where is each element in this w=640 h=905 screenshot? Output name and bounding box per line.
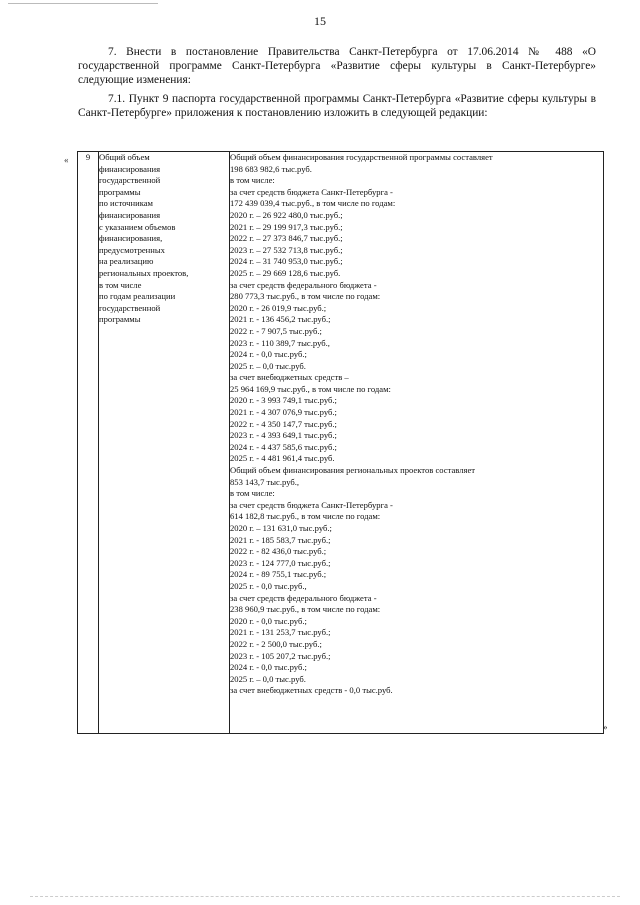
amendment-paragraph-7: 7. Внести в постановление Правительства Санкт-Петербурга от 17.06.2014 № 488 «О государственной программе Санкт-Петербурга «Развитие сферы культуры в Санкт-Петербурге» следующие изменения: [78,46,596,86]
value-line: 2021 г. - 185 583,7 тыс.руб.; [230,534,331,545]
value-line: 2023 г. - 105 207,2 тыс.руб.; [230,650,331,661]
name-line: государственной [99,175,161,186]
value-line: за счет средств бюджета Санкт-Петербурга - [230,186,393,197]
page-number: 15 [314,14,326,28]
value-line: 2022 г. - 82 436,0 тыс.руб.; [230,546,327,557]
value-line: 2020 г. – 131 631,0 тыс.руб.; [230,523,332,533]
passport-table [77,151,604,734]
name-line: в том числе [99,279,142,290]
name-line: региональных проектов, [99,267,189,278]
name-line: финансирования [99,209,161,220]
value-line: 2024 г. - 0,0 тыс.руб.; [230,349,307,360]
value-line: 614 182,8 тыс.руб., в том числе по годам: [230,511,381,522]
value-line: 2023 г. - 110 389,7 тыс.руб., [230,337,330,348]
value-line: 2020 г. - 0,0 тыс.руб.; [230,615,307,626]
value-line: 280 773,3 тыс.руб., в том числе по годам: [230,291,381,302]
value-line: 2022 г. - 2 500,0 тыс.руб.; [230,638,322,649]
value-line: 172 439 039,4 тыс.руб., в том числе по годам: [230,198,396,209]
value-line: за счет внебюджетных средств – [230,372,349,383]
value-line: 2021 г. – 29 199 917,3 тыс.руб.; [230,221,343,232]
value-line: 2024 г. – 31 740 953,0 тыс.руб.; [230,256,343,267]
value-line: 2020 г. - 26 019,9 тыс.руб.; [230,302,327,313]
value-line: 2020 г. - 3 993 749,1 тыс.руб.; [230,395,337,406]
name-line: финансирования [99,163,161,174]
value-line: в том числе: [230,488,275,499]
value-line: 198 683 982,6 тыс.руб. [230,163,312,174]
name-line: с указанием объемов [99,221,176,232]
value-line: 2025 г. - 0,0 тыс.руб., [230,580,307,591]
value-line: 2024 г. - 89 755,1 тыс.руб.; [230,569,327,580]
name-line: по источникам [99,198,153,209]
value-line: 2022 г. – 27 373 846,7 тыс.руб.; [230,233,343,244]
value-line: 2025 г. – 29 669 128,6 тыс.руб. [230,267,341,278]
bottom-rule [30,896,620,897]
value-line: 2021 г. - 4 307 076,9 тыс.руб.; [230,407,337,418]
value-line: 25 964 169,9 тыс.руб., в том числе по годам: [230,383,391,394]
value-line: 2025 г. – 0,0 тыс.руб. [230,360,306,371]
value-line: 2022 г. - 7 907,5 тыс.руб.; [230,325,322,336]
row-name-cell [99,152,230,734]
amendment-paragraph-7-1: 7.1. Пункт 9 паспорта государственной программы Санкт-Петербурга «Развитие сферы культуры в Санкт-Петербурге» приложения к постановлению изложить в следующей редакции: [78,93,596,119]
value-line: 2024 г. - 0,0 тыс.руб.; [230,662,307,673]
value-line: 238 960,9 тыс.руб., в том числе по годам: [230,604,381,615]
value-line: 2023 г. - 124 777,0 тыс.руб.; [230,557,331,568]
value-line: Общий объем финансирования региональных проектов составляет [230,465,476,476]
value-line: за счет внебюджетных средств - 0,0 тыс.руб. [230,685,393,696]
opening-quote-mark: « [64,155,69,165]
value-line: 2021 г. - 131 253,7 тыс.руб.; [230,627,331,638]
name-line: финансирования, [99,233,163,244]
value-line: в том числе: [230,175,275,186]
table-row [78,152,604,734]
value-line: 853 143,7 тыс.руб., [230,476,300,487]
value-line: 2024 г. - 4 437 585,6 тыс.руб.; [230,441,337,452]
value-line: 2021 г. - 136 456,2 тыс.руб.; [230,314,331,325]
top-rule [8,3,158,4]
value-line: 2025 г. – 0,0 тыс.руб. [230,673,306,684]
value-line: за счет средств федерального бюджета - [230,592,377,603]
value-line: 2022 г. - 4 350 147,7 тыс.руб.; [230,418,337,429]
name-line: программы [99,186,141,197]
name-line: государственной [99,302,161,313]
name-line: на реализацию [99,256,154,267]
name-line: по годам реализации [99,291,176,302]
row-number-cell: 9 [78,152,99,734]
value-line: за счет средств бюджета Санкт-Петербурга - [230,499,393,510]
closing-quote-mark: » [603,722,608,732]
name-line: предусмотренных [99,244,165,255]
value-line: за счет средств федерального бюджета - [230,279,377,290]
value-line: Общий объем финансирования государственной программы составляет [230,152,493,162]
value-line: 2025 г. - 4 481 961,4 тыс.руб. [230,453,335,464]
value-line: 2020 г. – 26 922 480,0 тыс.руб.; [230,209,343,220]
value-line: 2023 г. - 4 393 649,1 тыс.руб.; [230,430,337,441]
row-value-cell [230,152,604,734]
value-line: 2023 г. – 27 532 713,8 тыс.руб.; [230,244,343,255]
name-line: Общий объем [99,152,150,162]
name-line: программы [99,314,141,325]
